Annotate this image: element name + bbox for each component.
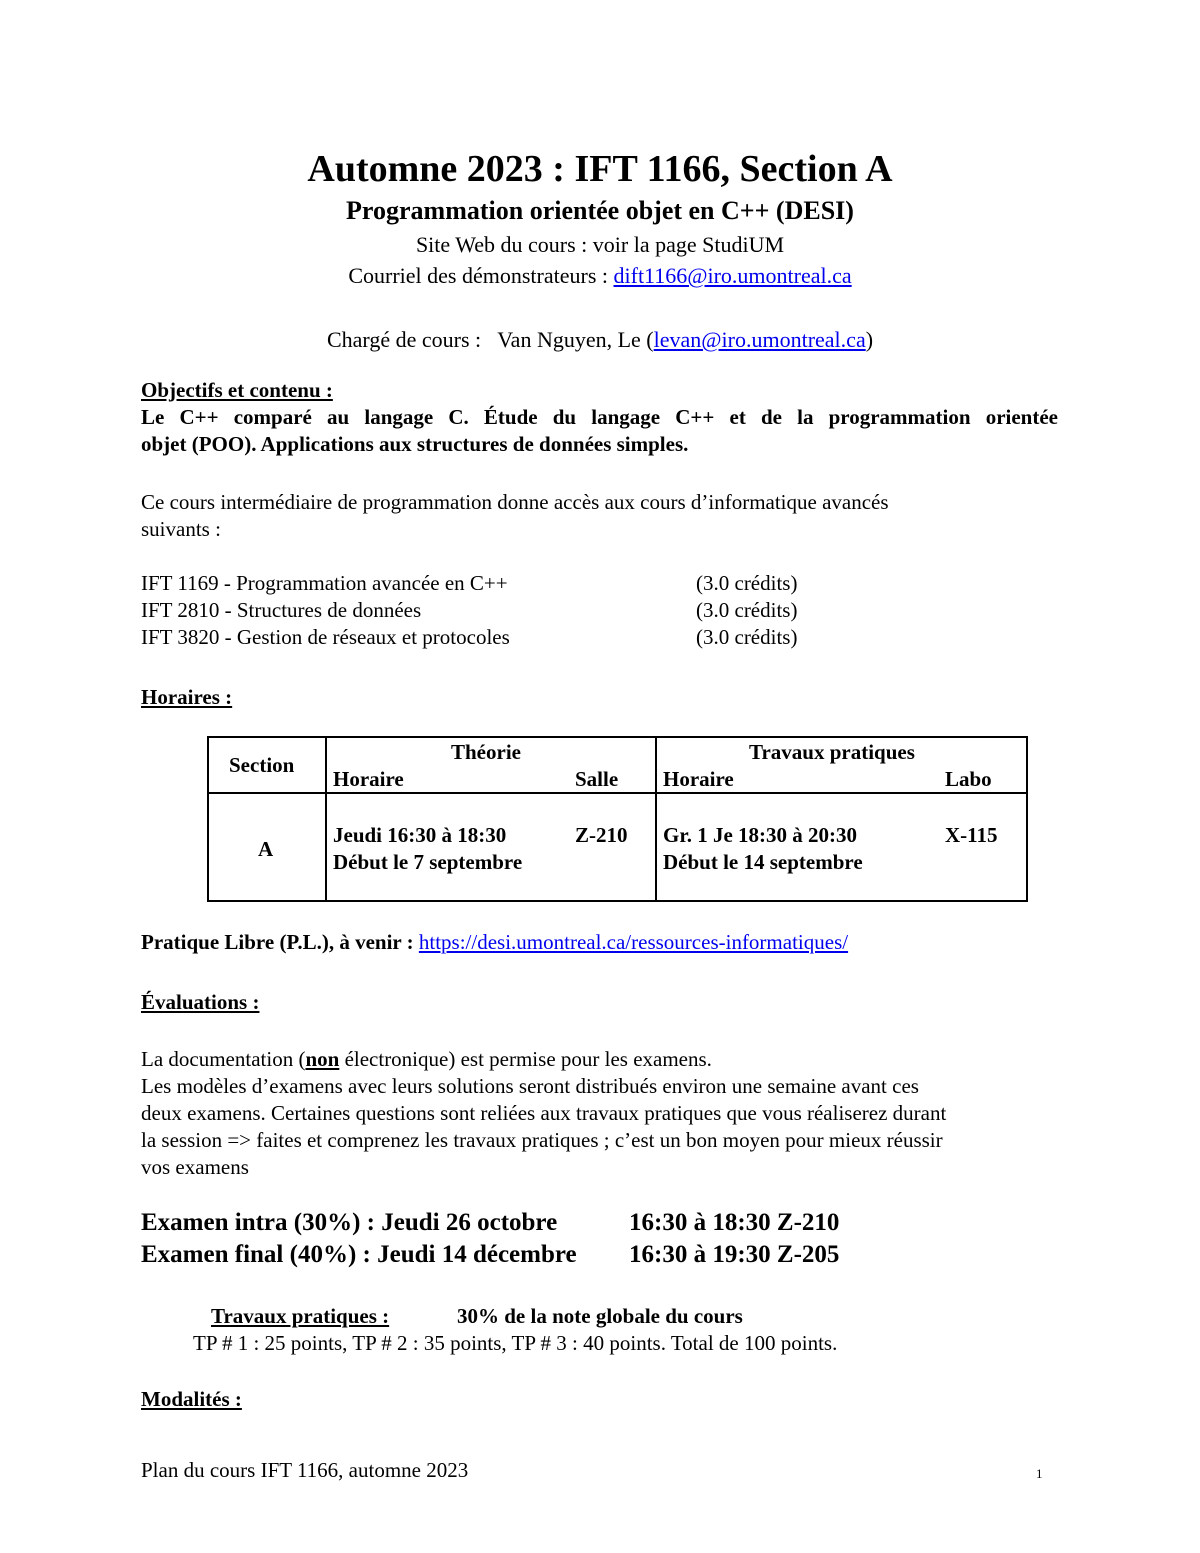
header-tp: Travaux pratiques bbox=[749, 740, 915, 764]
assistant-email-link[interactable]: dift1166@iro.umontreal.ca bbox=[613, 263, 852, 288]
schedule-table bbox=[207, 736, 1028, 902]
header-theory-horaire: Horaire bbox=[333, 767, 404, 791]
course-name-1: IFT 1169 - Programmation avancée en C++ bbox=[141, 571, 508, 595]
row-theory-time: Jeudi 16:30 à 18:30 bbox=[333, 823, 507, 847]
modalites-heading: Modalités : bbox=[141, 1387, 242, 1411]
documentation-line bbox=[141, 1047, 712, 1072]
row-room: Z-210 bbox=[575, 823, 628, 847]
row-tp-time: Gr. 1 Je 18:30 à 20:30 bbox=[663, 823, 858, 847]
tp-details: TP # 1 : 25 points, TP # 2 : 35 points, TP # 3 : 40 points. Total de 100 points. bbox=[193, 1331, 838, 1355]
schedule-heading: Horaires : bbox=[141, 685, 233, 709]
header-section-cell bbox=[208, 737, 326, 793]
document-title: Automne 2023 : IFT 1166, Section A bbox=[307, 148, 893, 190]
row-section: A bbox=[258, 837, 274, 861]
exam-final: Examen final (40%) : Jeudi 14 décembre bbox=[141, 1241, 577, 1268]
eval-paragraph-3: la session => faites et comprenez les travaux pratiques ; c’est un bon moyen pour mieux réussir bbox=[141, 1128, 943, 1152]
tp-label: Travaux pratiques : bbox=[211, 1304, 390, 1328]
exam-intra: Examen intra (30%) : Jeudi 26 octobre bbox=[141, 1209, 558, 1236]
footer-text: Plan du cours IFT 1166, automne 2023 bbox=[141, 1458, 469, 1482]
objectives-heading: Objectifs et contenu : bbox=[141, 378, 333, 402]
intro-line-2: suivants : bbox=[141, 517, 221, 541]
eval-paragraph-2: deux examens. Certaines questions sont reliées aux travaux pratiques que vous réaliserez durant bbox=[141, 1101, 947, 1125]
course-credits-2: (3.0 crédits) bbox=[696, 598, 798, 622]
evaluations-heading: Évaluations : bbox=[141, 990, 260, 1014]
header-theory: Théorie bbox=[451, 740, 521, 764]
header-theory-cell bbox=[326, 737, 656, 793]
row-tp-start: Début le 14 septembre bbox=[663, 850, 863, 874]
course-credits-3: (3.0 crédits) bbox=[696, 625, 798, 649]
exam-final-time: 16:30 à 19:30 Z-205 bbox=[629, 1241, 840, 1268]
row-theory-start: Début le 7 septembre bbox=[333, 850, 523, 874]
assistant-email-label: Courriel des démonstrateurs : bbox=[348, 263, 614, 288]
assistant-email-line bbox=[0, 263, 1200, 289]
header-tp-horaire: Horaire bbox=[663, 767, 734, 791]
course-name-2: IFT 2810 - Structures de données bbox=[141, 598, 422, 622]
practice-label: Pratique Libre (P.L.), à venir : bbox=[141, 930, 419, 954]
document-subtitle: Programmation orientée objet en C++ (DESI) bbox=[346, 196, 854, 225]
instructor-label: Chargé de cours : bbox=[326, 327, 482, 352]
schedule-row-a bbox=[208, 793, 1027, 901]
course-credits-1: (3.0 crédits) bbox=[696, 571, 798, 595]
header-tp-cell bbox=[656, 737, 1027, 793]
page-number: 1 bbox=[1036, 1466, 1043, 1481]
instructor-name: Van Nguyen, Le ( bbox=[497, 327, 654, 352]
eval-paragraph-4: vos examens bbox=[141, 1155, 249, 1179]
intro-line-1: Ce cours intermédiaire de programmation donne accès aux cours d’informatique avancés bbox=[141, 490, 889, 514]
course-name-3: IFT 3820 - Gestion de réseaux et protocoles bbox=[141, 625, 510, 649]
header-section: Section bbox=[229, 753, 295, 777]
instructor-close: ) bbox=[865, 327, 874, 352]
header-theory-salle: Salle bbox=[575, 767, 619, 791]
doc-non: non bbox=[305, 1047, 340, 1071]
schedule-header-row bbox=[208, 737, 1027, 793]
exam-intra-time: 16:30 à 18:30 Z-210 bbox=[629, 1209, 840, 1236]
header-tp-labo: Labo bbox=[945, 767, 992, 791]
objectives-line-1: Le C++ comparé au langage C. Étude du langage C++ et de la programmation orientée bbox=[141, 405, 1058, 429]
doc-pre: La documentation ( bbox=[141, 1047, 306, 1071]
objectives-line-2: objet (POO). Applications aux structures de données simples. bbox=[141, 432, 689, 456]
row-lab: X-115 bbox=[945, 823, 998, 847]
practice-link[interactable]: https://desi.umontreal.ca/ressources-informatiques/ bbox=[418, 930, 849, 954]
row-tp-cell bbox=[656, 793, 1027, 901]
eval-paragraph-1: Les modèles d’examens avec leurs solutions seront distribués environ une semaine avant ces bbox=[141, 1074, 919, 1098]
tp-weight: 30% de la note globale du cours bbox=[457, 1304, 743, 1328]
instructor-line bbox=[0, 327, 1200, 353]
instructor-email-link[interactable]: levan@iro.umontreal.ca bbox=[653, 327, 866, 352]
practice-line bbox=[141, 930, 848, 955]
row-theory-cell bbox=[326, 793, 656, 901]
row-section-cell bbox=[208, 793, 326, 901]
course-website-line: Site Web du cours : voir la page StudiUM bbox=[415, 232, 785, 257]
doc-post: électronique) est permise pour les examens. bbox=[339, 1047, 712, 1071]
